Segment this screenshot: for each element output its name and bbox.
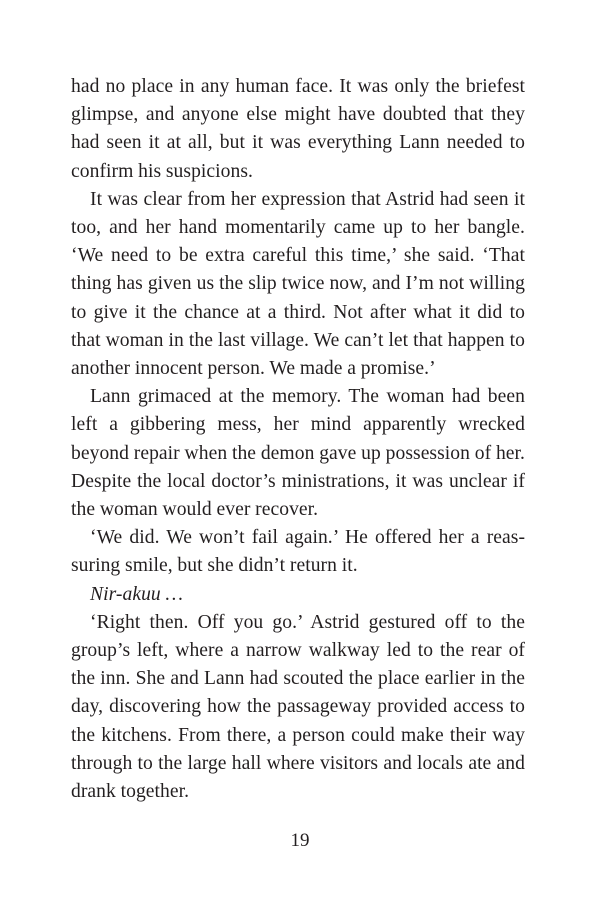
paragraph: ‘We did. We won’t fail again.’ He offered her a reassuring smile, but she didn’t return it. (71, 527, 525, 577)
paragraph: had no place in any human face. It was only the briefest glimpse, and anyone else might have doubted that they had seen it at all, but it was everything Lann needed to confirm his suspicions. (71, 76, 525, 182)
paragraph: Lann grimaced at the memory. The woman had been left a gibbering mess, her mind apparently wrecked beyond repair when the demon gave up possession of her. Despite the local doctor’s ministrations, it was unclear if the woman would ever recover. (71, 386, 525, 521)
paragraph-italic-thought: Nir-akuu … (90, 583, 183, 605)
page-number: 19 (290, 830, 310, 851)
paragraph: ‘Right then. Off you go.’ Astrid gestured off to the group’s left, where a narrow walkway led to the rear of the inn. She and Lann had scouted the place earlier in the day, discovering how the passageway provided access to the kitchens. From there, a person could make their way through to the large hall where visitors and locals ate and drank together. (71, 611, 525, 803)
page-body (71, 73, 525, 806)
paragraph: It was clear from her expression that Astrid had seen it too, and her hand momentarily came up to her bangle. ‘We need to be extra careful this time,’ she said. ‘That thing has given us the slip twice now, and I’m not willing to give it the chance at a third. Not after what it did to that woman in the last village. We can’t let that happen to another innocent person. We made a promise.’ (71, 188, 525, 380)
